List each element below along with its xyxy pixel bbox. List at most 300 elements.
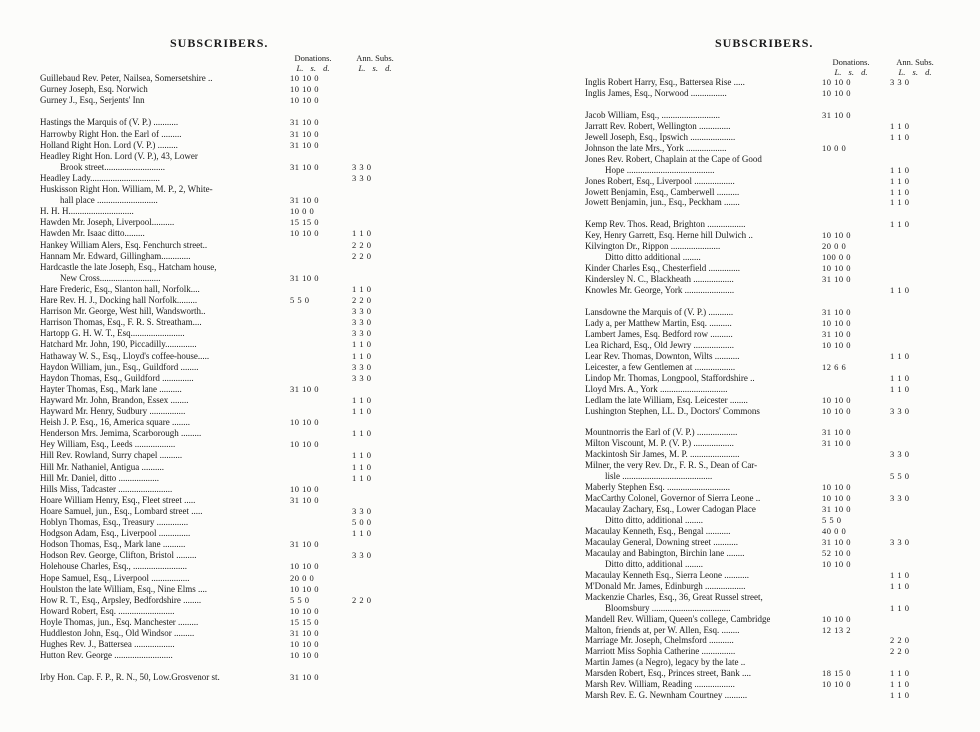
donation-amount: 5 5 0 xyxy=(290,594,310,605)
subscriber-name: Malton, friends at, per W. Allen, Esq. ........ xyxy=(585,624,740,635)
donation-amount: 31 10 0 xyxy=(290,195,319,206)
donation-amount: 10 10 0 xyxy=(822,317,851,328)
subscriber-name: Inglis Robert Harry, Esq., Battersea Rise ..... xyxy=(585,77,745,87)
donation-amount: 10 10 0 xyxy=(822,394,851,405)
left-donations-label: Donations. xyxy=(294,53,332,63)
subscriber-name: Hare Frederic, Esq., Slanton hall, Norfolk.... xyxy=(40,283,200,294)
subscriber-name: Houlston the late William, Esq., Nine Elms .... xyxy=(40,583,207,594)
annual-subscription-amount: 3 3 0 xyxy=(890,77,910,87)
right-donations-label: Donations. xyxy=(832,57,870,67)
subscriber-row xyxy=(585,110,970,121)
subscriber-row xyxy=(40,328,450,339)
subscriber-name: Hill Rev. Rowland, Surry chapel .......... xyxy=(40,450,183,461)
donation-amount: 10 0 0 xyxy=(290,206,315,217)
subscriber-row xyxy=(40,628,450,639)
annual-subscription-amount: 1 1 0 xyxy=(890,285,910,296)
subscriber-row xyxy=(40,195,450,206)
donation-amount: 10 10 0 xyxy=(822,77,851,87)
annual-subscription-amount: 5 0 0 xyxy=(352,517,372,527)
subscriber-name: Hawden Mr. Isaac ditto......... xyxy=(40,228,145,239)
subscriber-name: Jowett Benjamin, jun., Esq., Peckham ....... xyxy=(585,197,740,208)
annual-subscription-amount: 3 3 0 xyxy=(890,449,910,460)
subscriber-row xyxy=(40,162,450,173)
annual-subscription-amount: 3 3 0 xyxy=(890,493,910,504)
subscriber-row xyxy=(40,206,450,217)
subscriber-row xyxy=(585,274,970,285)
subscriber-name: Harrison Thomas, Esq., F. R. S. Streatham.... xyxy=(40,317,202,328)
subscriber-row xyxy=(40,584,450,595)
subscriber-name: Lear Rev. Thomas, Downton, Wilts ........... xyxy=(585,350,740,361)
donation-amount: 31 10 0 xyxy=(822,427,851,438)
subscriber-name: Guillebaud Rev. Peter, Nailsea, Somersetshire .. xyxy=(40,73,213,83)
donation-amount: 31 10 0 xyxy=(290,539,319,550)
subscriber-name: Harrowby Right Hon. the Earl of ......... xyxy=(40,128,182,139)
subscriber-row xyxy=(585,351,970,362)
donation-amount: 31 10 0 xyxy=(822,504,851,515)
subscriber-name: Lansdowne the Marquis of (V. P.) ........... xyxy=(585,306,734,317)
subscriber-row xyxy=(585,296,970,307)
annual-subscription-amount: 1 1 0 xyxy=(890,175,910,186)
subscriber-name: Hankey William Alers, Esq. Fenchurch street.. xyxy=(40,239,208,250)
left-donations-heading xyxy=(283,53,343,73)
subscriber-name: Gurney J., Esq., Serjents' Inn xyxy=(40,95,145,106)
subscriber-row xyxy=(585,384,970,395)
subscriber-name: Heish J. P. Esq., 16, America square ........ xyxy=(40,417,190,428)
subscriber-name: Hills Miss, Tadcaster ........................ xyxy=(40,483,173,494)
subscriber-name: Hill Mr. Daniel, ditto .................. xyxy=(40,472,159,483)
subscriber-row xyxy=(585,99,970,110)
subscriber-name: Hatchard Mr. John, 190, Piccadilly.............. xyxy=(40,339,197,350)
left-page-title: SUBSCRIBERS. xyxy=(170,36,269,50)
subscriber-name: H. H. H............................. xyxy=(40,206,134,217)
donation-amount: 10 10 0 xyxy=(822,339,851,350)
right-donations-units: L. s. d. xyxy=(834,67,868,77)
subscriber-row xyxy=(40,339,450,350)
subscriber-name: Kemp Rev. Thos. Read, Brighton ................. xyxy=(585,219,746,230)
subscriber-row xyxy=(585,581,970,592)
annual-subscription-amount: 1 1 0 xyxy=(890,383,910,394)
subscriber-row xyxy=(40,495,450,506)
subscriber-row xyxy=(40,129,450,140)
subscriber-row xyxy=(40,184,450,195)
donation-amount: 31 10 0 xyxy=(822,328,851,339)
subscriber-row xyxy=(40,506,450,517)
annual-subscription-amount: 1 1 0 xyxy=(890,186,910,197)
subscriber-row xyxy=(40,473,450,484)
subscriber-row xyxy=(585,548,970,559)
subscriber-row xyxy=(585,679,970,690)
subscriber-row xyxy=(585,241,970,252)
right-donations-heading xyxy=(820,57,882,77)
annual-subscription-amount: 1 1 0 xyxy=(352,450,372,461)
subscriber-name: Holehouse Charles, Esq., ........................ xyxy=(40,561,187,572)
subscriber-row xyxy=(585,449,970,460)
donation-amount: 31 10 0 xyxy=(290,383,319,394)
subscriber-row xyxy=(40,650,450,661)
annual-subscription-amount: 3 3 0 xyxy=(352,372,372,383)
subscriber-name: Lloyd Mrs. A., York .............................. xyxy=(585,383,728,394)
subscriber-row xyxy=(585,625,970,636)
subscriber-row xyxy=(585,515,970,526)
donation-amount: 10 10 0 xyxy=(290,439,319,450)
subscriber-row xyxy=(585,285,970,296)
annual-subscription-amount: 2 2 0 xyxy=(352,295,372,305)
donation-amount: 10 10 0 xyxy=(822,679,851,690)
annual-subscription-amount: 1 1 0 xyxy=(890,164,910,175)
annual-subscription-amount: 1 1 0 xyxy=(890,372,910,383)
subscriber-row xyxy=(585,614,970,625)
subscriber-name: Hoare William Henry, Esq., Fleet street ..... xyxy=(40,494,196,505)
subscriber-name: How R. T., Esq., Arpsley, Bedfordshire ........ xyxy=(40,594,202,605)
donation-amount: 10 10 0 xyxy=(822,87,851,98)
subscriber-name: Macaulay and Babington, Birchin lane ........ xyxy=(585,547,745,558)
subscriber-name: MacCarthy Colonel, Governor of Sierra Leone .. xyxy=(585,493,761,504)
subscriber-name: Maberly Stephen Esq. ............................ xyxy=(585,482,730,493)
subscriber-name: Hoyle Thomas, jun., Esq. Manchester ......... xyxy=(40,616,199,627)
subscriber-name: Bloomsbury ................................... xyxy=(605,602,731,613)
donation-amount: 31 10 0 xyxy=(822,306,851,317)
annual-subscription-amount: 1 1 0 xyxy=(890,580,910,591)
subscriber-name: Jacob William, Esq., .......................... xyxy=(585,109,720,120)
donation-amount: 31 10 0 xyxy=(290,117,319,128)
subscriber-name: Jones Rev. Robert, Chaplain at the Cape of Good xyxy=(585,153,762,164)
subscriber-name: Hathaway W. S., Esq., Lloyd's coffee-house..... xyxy=(40,350,210,361)
subscriber-row xyxy=(40,428,450,439)
donation-amount: 10 10 0 xyxy=(822,482,851,493)
subscriber-row xyxy=(40,561,450,572)
right-ann-subs-units: L. s. d. xyxy=(898,67,932,77)
donation-amount: 5 5 0 xyxy=(822,515,842,525)
subscriber-row xyxy=(585,395,970,406)
subscriber-name: Huddleston John, Esq., Old Windsor ......... xyxy=(40,628,195,638)
subscriber-row xyxy=(585,526,970,537)
annual-subscription-amount: 1 1 0 xyxy=(890,120,910,131)
subscriber-name: Hope ....................................... xyxy=(605,164,715,175)
subscriber-row xyxy=(585,143,970,154)
subscriber-row xyxy=(40,117,450,128)
donation-amount: 10 10 0 xyxy=(290,84,319,95)
subscriber-row xyxy=(585,154,970,165)
subscriber-name: Hughes Rev. J., Battersea .................. xyxy=(40,639,175,650)
subscriber-row xyxy=(585,460,970,471)
subscriber-name: Hope Samuel, Esq., Liverpool ................. xyxy=(40,572,190,583)
donation-amount: 31 10 0 xyxy=(822,438,851,449)
subscriber-row xyxy=(40,73,450,84)
annual-subscription-amount: 3 3 0 xyxy=(352,161,372,172)
subscriber-row xyxy=(585,121,970,132)
subscriber-row xyxy=(40,395,450,406)
donation-amount: 100 0 0 xyxy=(822,252,851,263)
subscriber-row xyxy=(40,462,450,473)
annual-subscription-amount: 1 1 0 xyxy=(890,131,910,142)
subscriber-row xyxy=(585,471,970,482)
donation-amount: 10 10 0 xyxy=(822,558,851,569)
subscriber-name: Jones Robert, Esq., Liverpool .................. xyxy=(585,175,735,186)
left-ann-subs-units: L. s. d. xyxy=(358,63,392,73)
donation-amount: 10 10 0 xyxy=(290,639,319,650)
subscriber-row xyxy=(585,77,970,88)
annual-subscription-amount: 1 1 0 xyxy=(352,228,372,239)
subscriber-row xyxy=(585,219,970,230)
subscriber-row xyxy=(585,559,970,570)
annual-subscription-amount: 1 1 0 xyxy=(890,679,910,690)
subscriber-name: Marsh Rev. William, Reading .................. xyxy=(585,679,735,690)
subscriber-row xyxy=(40,317,450,328)
subscriber-row xyxy=(40,528,450,539)
subscriber-name: Lambert James, Esq. Bedford row .......... xyxy=(585,328,733,339)
subscriber-name: Mackintosh Sir James, M. P. ...................... xyxy=(585,449,740,460)
subscriber-row xyxy=(585,88,970,99)
annual-subscription-amount: 2 2 0 xyxy=(352,594,372,605)
donation-amount: 10 10 0 xyxy=(822,405,851,416)
annual-subscription-amount: 1 1 0 xyxy=(890,219,910,230)
subscriber-name: Ditto ditto additional ........ xyxy=(605,252,701,263)
subscriber-name: Johnson the late Mrs., York .................. xyxy=(585,142,727,153)
subscriber-row xyxy=(585,318,970,329)
subscriber-row xyxy=(40,484,450,495)
annual-subscription-amount: 3 3 0 xyxy=(352,172,372,183)
subscriber-name: Lady a, per Matthew Martin, Esq. .......... xyxy=(585,317,732,328)
subscriber-name: Mountnorris the Earl of (V. P.) .................. xyxy=(585,427,738,438)
annual-subscription-amount: 3 3 0 xyxy=(352,306,372,317)
donation-amount: 31 10 0 xyxy=(290,161,319,172)
subscriber-name: Huskisson Right Hon. William, M. P., 2, White- xyxy=(40,184,213,194)
subscriber-name: Marriage Mr. Joseph, Chelmsford ........... xyxy=(585,635,734,646)
subscriber-row xyxy=(585,493,970,504)
subscriber-row xyxy=(40,573,450,584)
subscriber-name: New Cross........................... xyxy=(60,272,161,283)
subscriber-name: Ditto ditto, additional ........ xyxy=(605,558,703,569)
subscriber-name: Hodson Thomas, Esq., Mark lane .......... xyxy=(40,539,186,550)
subscriber-name: Hayward Mr. John, Brandon, Essex ........ xyxy=(40,394,189,405)
subscriber-name: Jarratt Rev. Robert, Wellington .............. xyxy=(585,120,731,131)
subscriber-row xyxy=(585,537,970,548)
donation-amount: 12 13 2 xyxy=(822,624,851,635)
right-ann-subs-label: Ann. Subs. xyxy=(896,57,934,67)
subscriber-row xyxy=(40,106,450,117)
subscriber-name: Howard Robert, Esq. ......................... xyxy=(40,605,175,616)
subscriber-name: Inglis James, Esq., Norwood ................ xyxy=(585,87,727,98)
donation-amount: 10 10 0 xyxy=(822,263,851,274)
annual-subscription-amount: 3 3 0 xyxy=(890,536,910,547)
subscriber-name: Brook street........................... xyxy=(60,161,165,172)
subscriber-row xyxy=(40,417,450,428)
subscriber-row xyxy=(40,251,450,262)
subscriber-row xyxy=(40,306,450,317)
subscriber-row xyxy=(585,307,970,318)
subscriber-row xyxy=(40,295,450,306)
annual-subscription-amount: 3 3 0 xyxy=(352,361,372,372)
subscriber-row xyxy=(40,639,450,650)
donation-amount: 31 10 0 xyxy=(290,494,319,505)
donation-amount: 10 10 0 xyxy=(290,650,319,661)
annual-subscription-amount: 1 1 0 xyxy=(352,406,372,416)
subscriber-name: Headley Right Hon. Lord (V. P.), 43, Lower xyxy=(40,150,198,161)
subscriber-row xyxy=(585,208,970,219)
subscriber-row xyxy=(40,384,450,395)
subscriber-name: Ditto ditto, additional ........ xyxy=(605,515,703,525)
annual-subscription-amount: 3 3 0 xyxy=(352,317,372,328)
subscriber-name: Kindersley N. C., Blackheath .................. xyxy=(585,274,734,285)
subscriber-name: Kinder Charles Esq., Chesterfield .............. xyxy=(585,263,740,274)
subscriber-name: Hare Rev. H. J., Docking hall Norfolk......... xyxy=(40,295,198,305)
subscriber-row xyxy=(585,263,970,274)
donation-amount: 31 10 0 xyxy=(822,536,851,547)
left-ann-subs-label: Ann. Subs. xyxy=(356,53,394,63)
subscriber-name: Lea Richard, Esq., Old Jewry .................. xyxy=(585,339,734,350)
subscriber-name: hall place ........................... xyxy=(60,195,158,206)
subscriber-name: Marsden Robert, Esq., Princes street, Bank .... xyxy=(585,668,751,679)
subscriber-row xyxy=(40,606,450,617)
donation-amount: 31 10 0 xyxy=(822,274,851,285)
annual-subscription-amount: 1 1 0 xyxy=(352,428,372,439)
donation-amount: 31 10 0 xyxy=(290,139,319,150)
annual-subscription-amount: 1 1 0 xyxy=(890,197,910,208)
subscriber-name: Jowett Benjamin, Esq., Camberwell .......... xyxy=(585,186,740,197)
annual-subscription-amount: 2 2 0 xyxy=(352,239,372,250)
subscriber-row xyxy=(585,197,970,208)
annual-subscription-amount: 3 3 0 xyxy=(890,405,910,416)
subscriber-row xyxy=(40,617,450,628)
subscriber-name: Lushington Stephen, LL. D., Doctors' Commons xyxy=(585,405,760,416)
subscriber-name: Mandell Rev. William, Queen's college, Cambridge xyxy=(585,613,771,624)
subscriber-row xyxy=(40,595,450,606)
left-donations-units: L. s. d. xyxy=(296,63,330,73)
subscriber-row xyxy=(585,570,970,581)
annual-subscription-amount: 3 3 0 xyxy=(352,328,372,339)
subscriber-row xyxy=(585,362,970,373)
annual-subscription-amount: 1 1 0 xyxy=(352,339,372,350)
subscriber-name: Hayward Mr. Henry, Sudbury ................ xyxy=(40,406,186,416)
subscriber-row xyxy=(40,228,450,239)
subscriber-row xyxy=(40,362,450,373)
annual-subscription-amount: 1 1 0 xyxy=(352,350,372,361)
subscriber-row xyxy=(585,635,970,646)
subscriber-name: Holland Right Hon. Lord (V. P.) ......... xyxy=(40,139,178,150)
annual-subscription-amount: 1 1 0 xyxy=(352,283,372,294)
subscriber-name: Marsh Rev. E. G. Newnham Courtney .......... xyxy=(585,690,748,701)
donation-amount: 10 10 0 xyxy=(290,561,319,572)
subscriber-row xyxy=(40,450,450,461)
subscriber-name: Hey William, Esq., Leeds .................. xyxy=(40,439,176,450)
subscriber-row xyxy=(40,351,450,362)
subscriber-row xyxy=(40,517,450,528)
subscriber-name: Mackenzie Charles, Esq., 36, Great Russel street, xyxy=(585,591,763,602)
subscriber-name: Lindop Mr. Thomas, Longpool, Staffordshire .. xyxy=(585,372,755,383)
annual-subscription-amount: 1 1 0 xyxy=(890,668,910,679)
subscriber-row xyxy=(40,439,450,450)
subscriber-row xyxy=(40,240,450,251)
subscriber-name: Hutton Rev. George .......................... xyxy=(40,650,173,661)
subscriber-name: Martin James (a Negro), legacy by the late .. xyxy=(585,657,746,668)
annual-subscription-amount: 2 2 0 xyxy=(352,250,372,261)
subscriber-row xyxy=(585,482,970,493)
subscriber-row xyxy=(585,329,970,340)
donation-amount: 10 0 0 xyxy=(822,142,847,153)
subscriber-row xyxy=(585,504,970,515)
subscriber-row xyxy=(40,95,450,106)
donation-amount: 18 15 0 xyxy=(822,668,851,679)
donation-amount: 31 10 0 xyxy=(822,109,851,120)
subscriber-row xyxy=(585,646,970,657)
donation-amount: 10 10 0 xyxy=(290,73,319,83)
donation-amount: 10 10 0 xyxy=(290,228,319,239)
subscriber-name: Hartopp G. H. W. T., Esq........................ xyxy=(40,328,185,339)
subscriber-row xyxy=(40,661,450,672)
subscriber-row xyxy=(40,406,450,417)
subscriber-row xyxy=(585,176,970,187)
subscriber-row xyxy=(585,690,970,701)
donation-amount: 10 10 0 xyxy=(290,95,319,106)
donation-amount: 10 10 0 xyxy=(290,605,319,616)
subscriber-name: Hayter Thomas, Esq., Mark lane .......... xyxy=(40,383,182,394)
subscriber-row xyxy=(585,427,970,438)
subscriber-name: Hill Mr. Nathaniel, Antigua .......... xyxy=(40,461,164,472)
subscriber-row xyxy=(40,550,450,561)
subscriber-name: Haydon Thomas, Esq., Guildford .............. xyxy=(40,372,194,383)
annual-subscription-amount: 3 3 0 xyxy=(352,550,372,561)
annual-subscription-amount: 5 5 0 xyxy=(890,471,910,482)
annual-subscription-amount: 1 1 0 xyxy=(352,461,372,472)
subscriber-row xyxy=(40,672,450,683)
subscriber-name: Kilvington Dr., Rippon ...................... xyxy=(585,241,721,252)
subscriber-name: Macaulay Kenneth Esq., Sierra Leone ........... xyxy=(585,569,749,580)
subscriber-name: Milner, the very Rev. Dr., F. R. S., Dean of Car- xyxy=(585,460,758,471)
subscriber-name: Hastings the Marquis of (V. P.) ........... xyxy=(40,117,179,128)
subscriber-row xyxy=(585,165,970,176)
subscriber-row xyxy=(40,84,450,95)
donation-amount: 15 15 0 xyxy=(290,217,319,228)
donation-amount: 31 10 0 xyxy=(290,272,319,283)
subscriber-name: Harrison Mr. George, West hill, Wandsworth.. xyxy=(40,306,206,317)
annual-subscription-amount: 1 1 0 xyxy=(352,394,372,405)
subscriber-name: Leicester, a few Gentlemen at .................. xyxy=(585,361,736,372)
donation-amount: 52 10 0 xyxy=(822,547,851,558)
donation-amount: 5 5 0 xyxy=(290,295,310,305)
subscriber-name: Jewell Joseph, Esq., Ipswich .................... xyxy=(585,131,736,142)
subscriber-name: Marriott Miss Sophia Catherine ............... xyxy=(585,646,736,657)
subscriber-row xyxy=(585,416,970,427)
subscriber-row xyxy=(585,406,970,417)
donation-amount: 10 10 0 xyxy=(290,417,319,428)
donation-amount: 40 0 0 xyxy=(822,525,847,536)
annual-subscription-amount: 1 1 0 xyxy=(890,569,910,580)
donation-amount: 31 10 0 xyxy=(290,628,319,638)
subscriber-row xyxy=(40,140,450,151)
subscriber-row xyxy=(585,603,970,614)
donation-amount: 12 6 6 xyxy=(822,361,847,372)
subscriber-row xyxy=(40,173,450,184)
subscriber-row xyxy=(585,340,970,351)
subscriber-name: Hoare Samuel, jun., Esq., Lombard street ..... xyxy=(40,505,203,516)
annual-subscription-amount: 1 1 0 xyxy=(890,602,910,613)
donation-amount: 10 10 0 xyxy=(290,583,319,594)
right-page-title: SUBSCRIBERS. xyxy=(715,36,814,50)
subscriber-row xyxy=(40,151,450,162)
donation-amount: 10 10 0 xyxy=(822,613,851,624)
annual-subscription-amount: 1 1 0 xyxy=(890,350,910,361)
subscriber-row xyxy=(40,217,450,228)
subscriber-name: Hodgson Adam, Esq., Liverpool .............. xyxy=(40,528,191,539)
subscriber-name: Hannam Mr. Edward, Gillingham............. xyxy=(40,250,191,261)
right-page xyxy=(490,0,980,732)
annual-subscription-amount: 3 3 0 xyxy=(352,505,372,516)
donation-amount: 10 10 0 xyxy=(290,483,319,494)
subscriber-name: Hodson Rev. George, Clifton, Bristol ......... xyxy=(40,550,197,561)
annual-subscription-amount: 1 1 0 xyxy=(352,528,372,539)
subscriber-row xyxy=(585,657,970,668)
subscriber-name: Milton Viscount, M. P. (V. P.) .................. xyxy=(585,438,734,449)
